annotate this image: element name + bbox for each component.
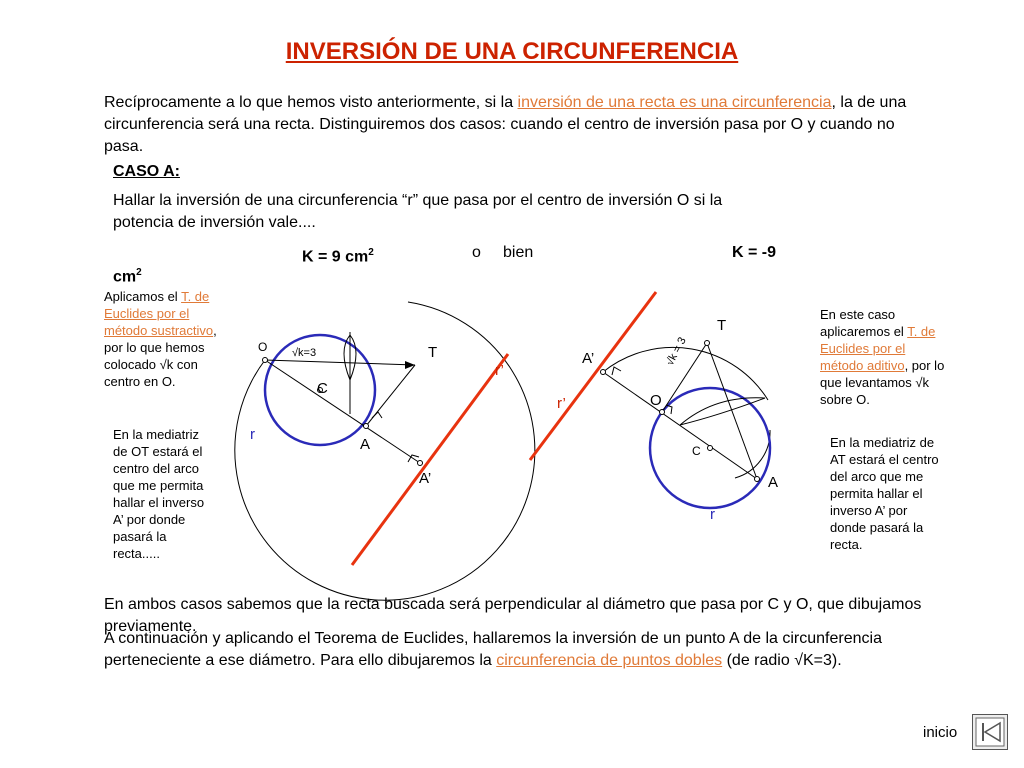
- skip-to-start-icon: [973, 715, 1007, 749]
- link-inversion-recta[interactable]: inversión de una recta es una circunferencia: [517, 94, 832, 111]
- label-C-right: C: [692, 444, 701, 458]
- left-figure: [235, 302, 535, 600]
- label-r-prime-left: r’: [495, 362, 504, 379]
- link-euclides-aditivo[interactable]: T. de: [907, 324, 936, 339]
- note-line: recta.: [830, 537, 863, 552]
- nav-start-button[interactable]: [972, 714, 1008, 750]
- bien-word: bien: [503, 244, 534, 261]
- case-heading: CASO A:: [113, 163, 180, 180]
- label-O-right: O: [650, 392, 662, 409]
- point-O-right: [660, 410, 665, 415]
- bottom-text: En ambos casos sabemos que la recta buscada será perpendicular al diámetro que pasa por C y O, que dibujamos: [104, 596, 922, 613]
- intro-text: Recíprocamente a lo que hemos visto anteriormente, si la: [104, 94, 518, 111]
- link-puntos-dobles[interactable]: circunferencia de puntos dobles: [496, 652, 723, 669]
- label-A-left: A: [360, 436, 371, 453]
- label-O-left: O: [258, 340, 268, 354]
- link-euclides-sustractivo[interactable]: método sustractivo: [104, 323, 214, 338]
- note-text: centro en O.: [104, 374, 176, 389]
- link-euclides-aditivo[interactable]: Euclides por el: [820, 341, 906, 356]
- note-text: Aplicamos el: [104, 289, 182, 304]
- point-A-prime-right: [601, 370, 606, 375]
- note-line: permita hallar el: [830, 486, 923, 501]
- right-angle-A-left: [372, 412, 382, 418]
- line-r-prime-right: [530, 292, 656, 460]
- note-line: pasará la: [113, 529, 167, 544]
- note-text: ,: [213, 323, 217, 338]
- note-line: del arco que me: [830, 469, 924, 484]
- right-angle-A-prime-right: [612, 367, 621, 375]
- link-euclides-aditivo[interactable]: método aditivo: [820, 358, 905, 373]
- note-line: A’ por donde: [113, 512, 186, 527]
- label-sqrtk-right: √k = 3: [664, 335, 689, 368]
- note-line: donde pasará la: [830, 520, 924, 535]
- note-text: , por lo: [904, 358, 945, 373]
- note-line: inverso A’ por: [830, 503, 908, 518]
- label-A-prime-left: A’: [419, 470, 432, 487]
- point-O-left: [263, 358, 268, 363]
- point-T-right: [705, 341, 710, 346]
- label-sqrtk-left: √k=3: [292, 347, 317, 359]
- case-text: Hallar la inversión de una circunferencia “r” que pasa por el centro de inversión O si la: [113, 192, 723, 209]
- point-A-left: [364, 424, 369, 429]
- segment-OT-left: [265, 360, 415, 365]
- note-line: En la mediatriz: [113, 427, 199, 442]
- note-line: que me permita: [113, 478, 204, 493]
- note-line: En la mediatriz de: [830, 435, 935, 450]
- bottom-text: A continuación y aplicando el Teorema de Euclides, hallaremos la inversión de un punto A de la circunferencia: [104, 630, 882, 647]
- note-line: hallar el inverso: [113, 495, 205, 510]
- label-A-right: A: [768, 474, 779, 491]
- point-A-prime-left: [418, 461, 423, 466]
- diameter-line-right: [603, 372, 757, 479]
- cm-unit-text: cm: [113, 268, 137, 286]
- k-positive-sup: 2: [368, 247, 374, 258]
- intro-text: , la de una: [831, 94, 907, 111]
- note-text: por lo que hemos: [104, 340, 205, 355]
- inicio-label[interactable]: inicio: [923, 724, 958, 741]
- point-A-right: [755, 477, 760, 482]
- arc-marks-right: [680, 398, 765, 425]
- bottom-text: perteneciente a ese diámetro. Para ello dibujaremos la: [104, 652, 497, 669]
- link-euclides-sustractivo[interactable]: Euclides por el: [104, 306, 190, 321]
- label-C-left: C: [317, 380, 328, 397]
- point-C-right: [708, 446, 713, 451]
- label-r-right: r: [710, 506, 715, 523]
- note-line: centro del arco: [113, 461, 199, 476]
- cm-unit-sup: 2: [136, 267, 142, 278]
- label-T-right: T: [717, 317, 727, 334]
- bottom-text: previamente.: [104, 618, 197, 635]
- note-text: En este caso: [820, 307, 896, 322]
- inversion-arc-left: [235, 302, 535, 600]
- k-positive-value: K = 9 cm: [302, 248, 369, 266]
- bottom-text: (de radio √K=3).: [722, 652, 842, 669]
- note-text: aplicaremos el: [820, 324, 908, 339]
- link-euclides-sustractivo[interactable]: T. de: [181, 289, 210, 304]
- bottom-paragraph-2: [104, 628, 1004, 672]
- label-T-left: T: [428, 344, 438, 361]
- note-line: AT estará el centro: [830, 452, 939, 467]
- label-A-prime-right: A’: [582, 350, 595, 367]
- intro-text: circunferencia será una recta. Distinguiremos dos casos: cuando el centro de inversión pasa por O y cuando no: [104, 116, 895, 133]
- or-word: o: [472, 244, 481, 261]
- intro-text: pasa.: [104, 138, 144, 155]
- page-title: INVERSIÓN DE UNA CIRCUNFERENCIA: [285, 38, 739, 65]
- segment-TA-right: [707, 343, 757, 479]
- note-text: sobre O.: [820, 392, 870, 407]
- note-line: de OT estará el: [113, 444, 203, 459]
- label-r-left: r: [250, 426, 255, 443]
- label-r-prime-right: r’: [557, 395, 566, 412]
- note-line: recta.....: [113, 546, 160, 561]
- note-text: colocado √k con: [104, 357, 198, 372]
- note-text: que levantamos √k: [820, 375, 930, 390]
- arrow-T-left: [405, 361, 415, 369]
- case-text: potencia de inversión vale....: [113, 214, 316, 231]
- k-negative: K = -9: [732, 244, 777, 261]
- diameter-line-left: [265, 360, 420, 463]
